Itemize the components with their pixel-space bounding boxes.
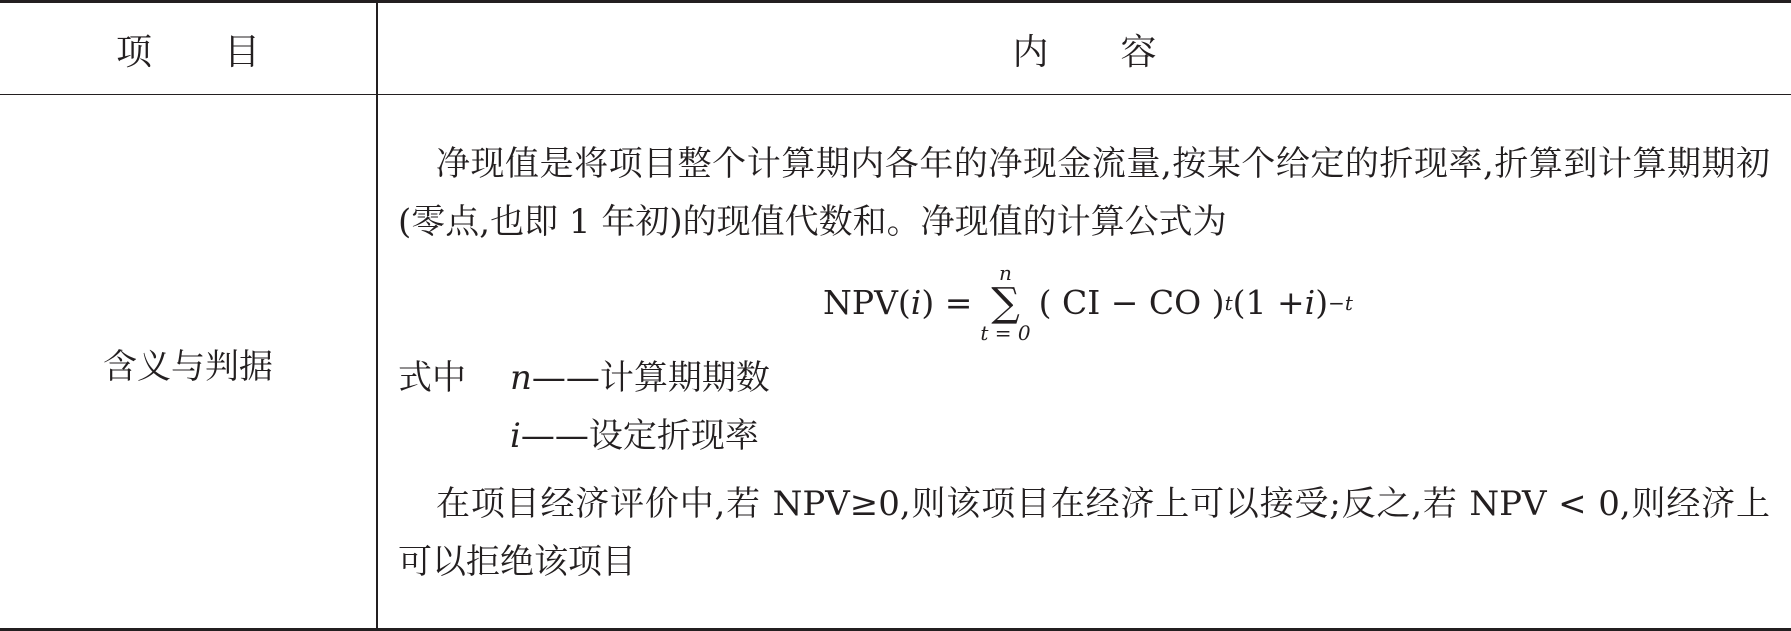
formula-term-subscript: t	[1224, 291, 1233, 315]
definition-paragraph: 净现值是将项目整个计算期内各年的净现金流量,按某个给定的折现率,折算到计算期期初(零点,也即 1 年初)的现值代数和。净现值的计算公式为	[398, 144, 1770, 242]
row-content	[398, 95, 1770, 631]
formula-lhs-close: ) =	[921, 283, 973, 322]
sum-lower-limit: t = 0	[980, 321, 1031, 345]
definition-n	[398, 349, 770, 407]
summation	[980, 263, 1030, 343]
npv-formula	[823, 263, 1353, 343]
sum-upper-limit: n	[999, 261, 1012, 285]
formula-term-cashflow: ( CI − CO )	[1038, 283, 1225, 322]
formula-discount-open: (1 +	[1232, 283, 1305, 322]
formula-exponent: −t	[1328, 291, 1353, 315]
def-i-text: ——设定折现率	[520, 416, 759, 456]
header-content: 内 容	[1012, 31, 1157, 73]
formula-lhs: NPV(	[823, 283, 911, 322]
formula-discount-var: i	[1304, 283, 1316, 322]
where-label: 式中	[398, 358, 466, 398]
formula-discount-close: )	[1315, 283, 1329, 322]
def-i-var: i	[510, 416, 521, 456]
table-header-row	[0, 3, 1791, 95]
column-divider	[376, 3, 378, 628]
header-item: 项 目	[115, 31, 260, 73]
definition-i	[510, 407, 759, 465]
sigma-symbol: ∑	[991, 280, 1020, 326]
criteria-paragraph: 在项目经济评价中,若 NPV≥0,则该项目在经济上可以接受;反之,若 NPV < 0,则经济上可以拒绝该项目	[398, 484, 1770, 582]
def-n-var: n	[510, 358, 532, 398]
row-label: 含义与判据	[103, 346, 273, 387]
formula-lhs-var: i	[910, 283, 922, 322]
def-n-text: ——计算期期数	[531, 358, 770, 398]
